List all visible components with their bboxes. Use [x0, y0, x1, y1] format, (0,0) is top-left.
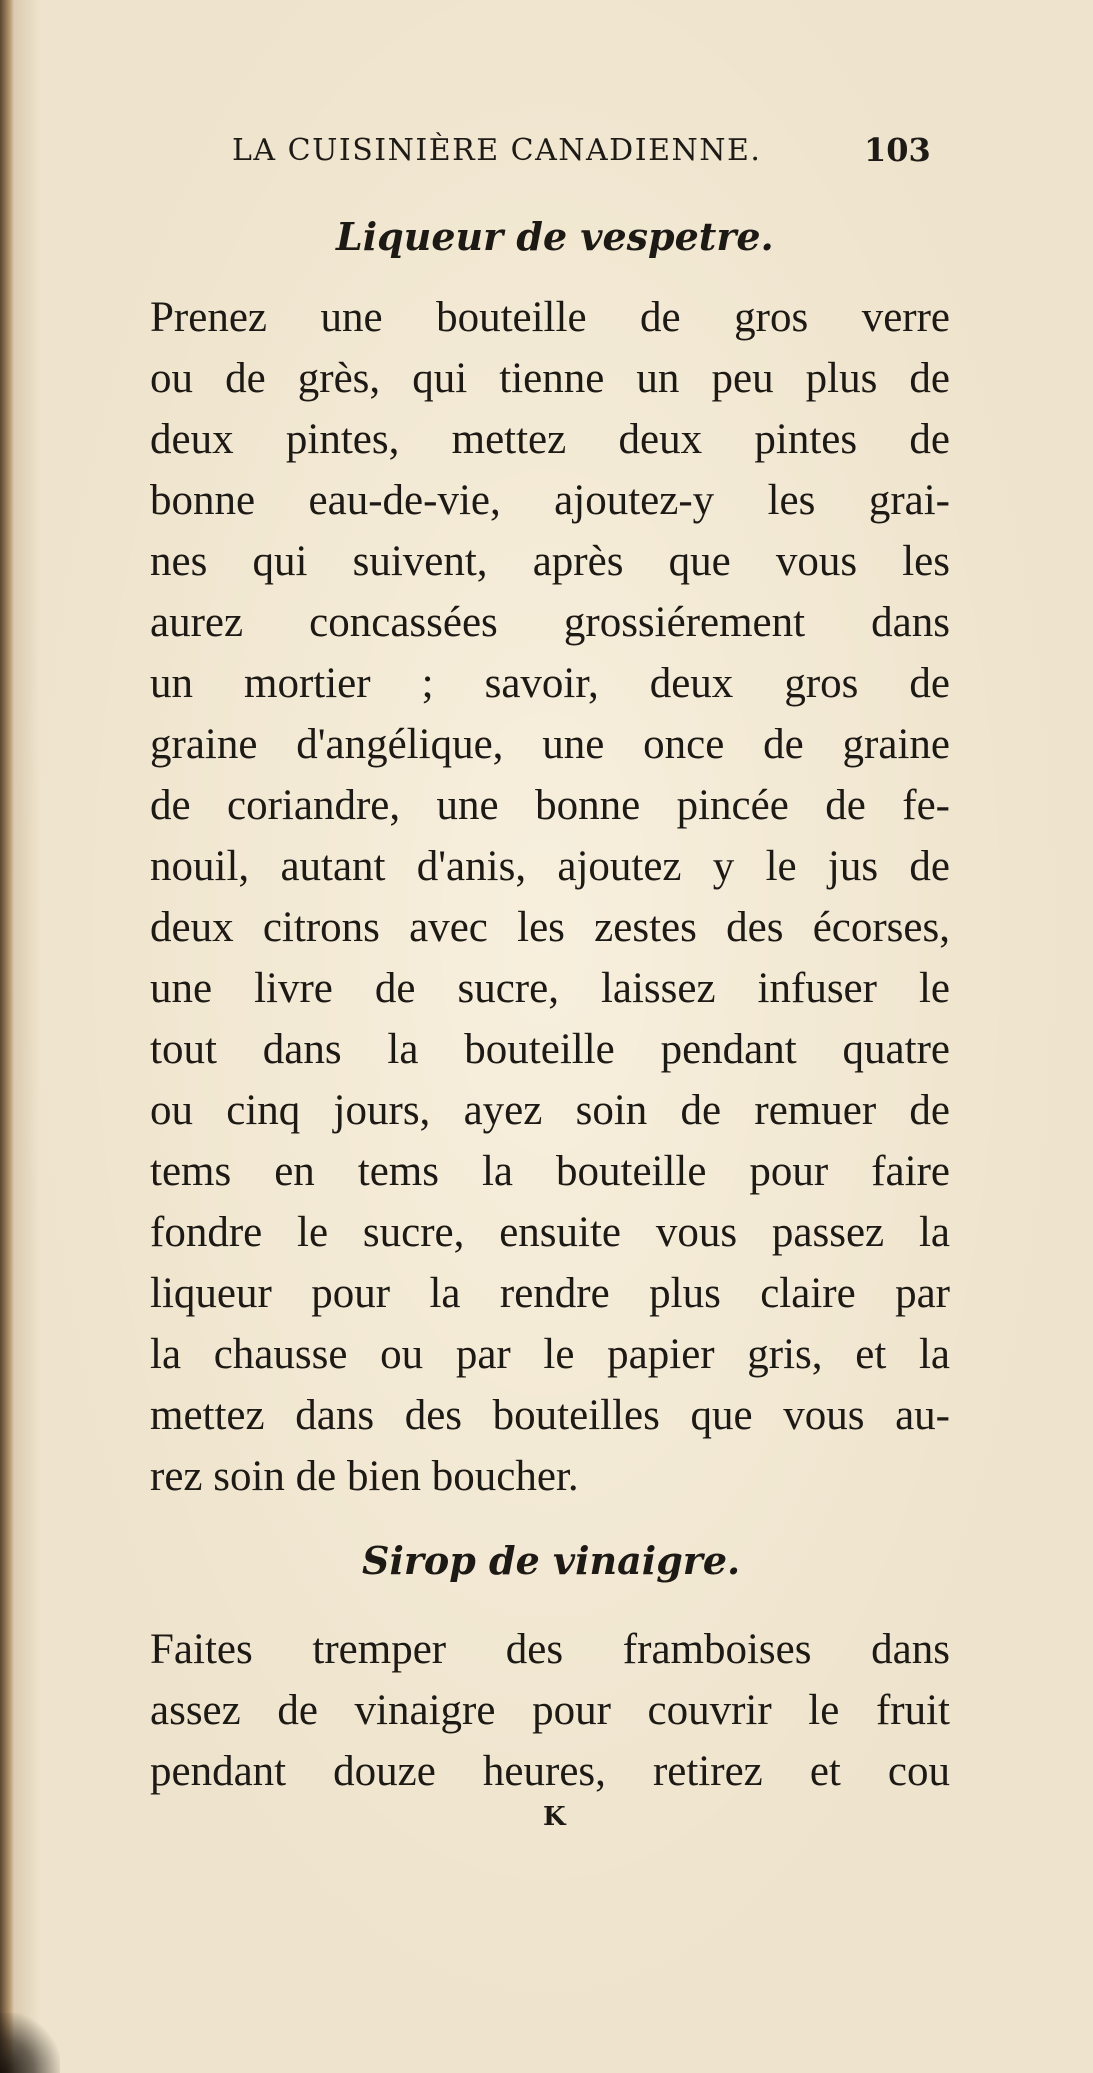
running-head: LA CUISINIÈRE CANADIENNE. [232, 133, 762, 168]
signature-mark: K [543, 1802, 566, 1832]
text-line: ou de grès, qui tienne un peu plus de [150, 355, 950, 402]
text-line: deux citrons avec les zestes des écorses, [150, 904, 950, 951]
text-line: graine d'angélique, une once de graine [150, 721, 950, 768]
text-line: tout dans la bouteille pendant quatre [150, 1026, 950, 1073]
page-header [232, 133, 1012, 173]
text-line: de coriandre, une bonne pincée de fe- [150, 782, 950, 829]
text-line: bonne eau-de-vie, ajoutez-y les grai- [150, 477, 950, 524]
text-line: mettez dans des bouteilles que vous au- [150, 1392, 950, 1439]
text-line: deux pintes, mettez deux pintes de [150, 416, 950, 463]
text-line: tems en tems la bouteille pour faire [150, 1148, 950, 1195]
text-line: pendant douze heures, retirez et cou [150, 1748, 950, 1795]
text-line: assez de vinaigre pour couvrir le fruit [150, 1687, 950, 1734]
corner-shadow [0, 2013, 60, 2073]
recipe-title-sirop: Sirop de vinaigre. [362, 1538, 741, 1583]
text-line: rez soin de bien boucher. [150, 1453, 579, 1500]
text-line: Prenez une bouteille de gros verre [150, 294, 950, 341]
text-line: ou cinq jours, ayez soin de remuer de [150, 1087, 950, 1134]
text-line: un mortier ; savoir, deux gros de [150, 660, 950, 707]
text-line: fondre le sucre, ensuite vous passez la [150, 1209, 950, 1256]
text-line: nouil, autant d'anis, ajoutez y le jus de [150, 843, 950, 890]
binding-shadow [0, 0, 14, 2073]
text-line: nes qui suivent, après que vous les [150, 538, 950, 585]
text-line: liqueur pour la rendre plus claire par [150, 1270, 950, 1317]
text-line: aurez concassées grossiérement dans [150, 599, 950, 646]
text-line: une livre de sucre, laissez infuser le [150, 965, 950, 1012]
recipe-title-liqueur: Liqueur de vespetre. [336, 214, 774, 259]
text-line: la chausse ou par le papier gris, et la [150, 1331, 950, 1378]
text-line: Faites tremper des framboises dans [150, 1626, 950, 1673]
page-number: 103 [864, 131, 931, 169]
